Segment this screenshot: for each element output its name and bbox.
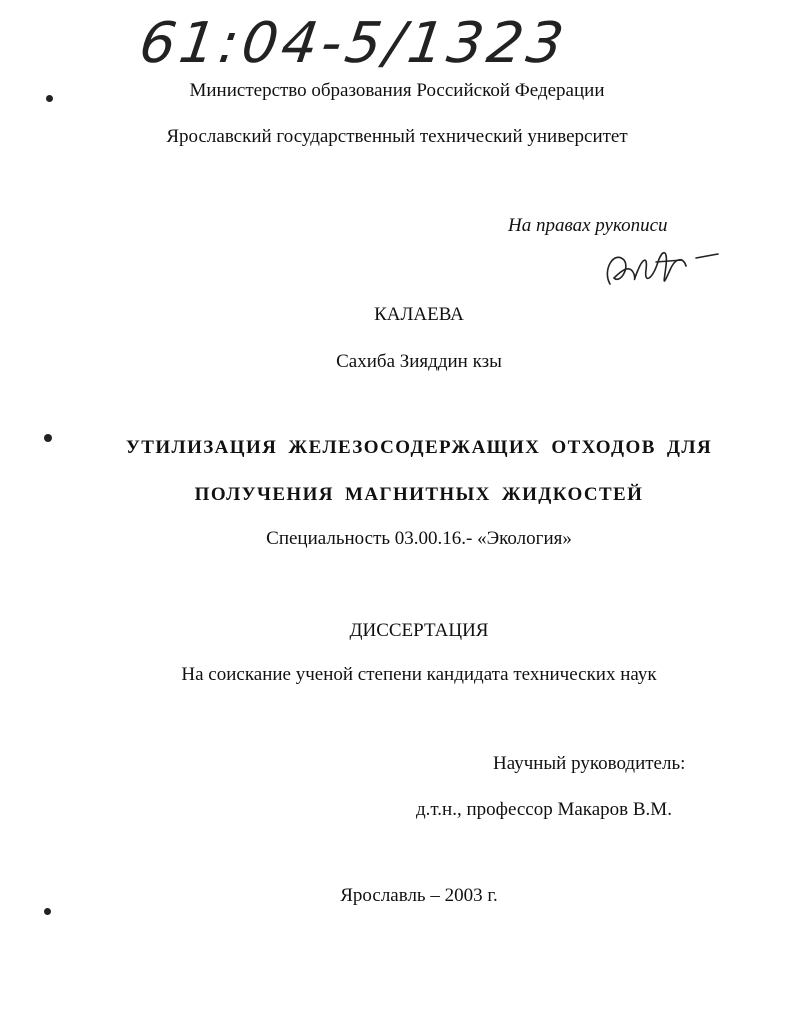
university-line: Ярославский государственный технический университет	[166, 126, 628, 147]
city-year: Ярославль – 2003 г.	[340, 885, 498, 906]
signature-image	[596, 240, 726, 292]
title-line-2: ПОЛУЧЕНИЯ МАГНИТНЫХ ЖИДКОСТЕЙ	[194, 484, 644, 505]
supervisor-label: Научный руководитель:	[493, 753, 686, 774]
supervisor-name: д.т.н., профессор Макаров В.М.	[416, 799, 672, 820]
ministry-line: Министерство образования Российской Федерации	[189, 80, 605, 101]
scan-speck	[44, 908, 51, 915]
author-name: Сахиба Зияддин кзы	[336, 351, 502, 372]
degree-line: На соискание ученой степени кандидата технических наук	[181, 664, 657, 685]
catalog-number: 61:04-5/1323	[135, 11, 572, 76]
document-type: ДИССЕРТАЦИЯ	[349, 620, 489, 641]
specialty-line: Специальность 03.00.16.- «Экология»	[266, 528, 572, 549]
title-line-1: УТИЛИЗАЦИЯ ЖЕЛЕЗОСОДЕРЖАЩИХ ОТХОДОВ ДЛЯ	[125, 437, 713, 458]
author-surname: КАЛАЕВА	[374, 304, 464, 325]
manuscript-note: На правах рукописи	[508, 215, 668, 236]
